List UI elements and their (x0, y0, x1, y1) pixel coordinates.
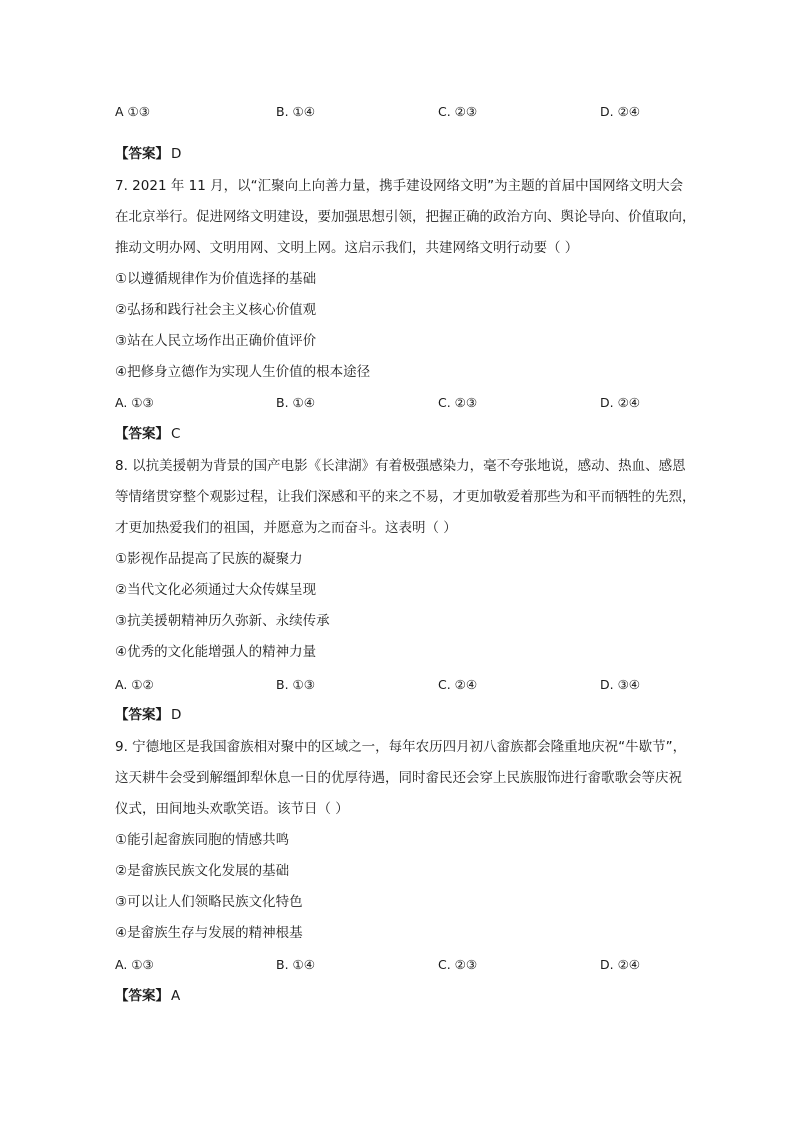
q9-option-a: A. ①③ (115, 957, 154, 972)
q9-option-d: D. ②④ (600, 957, 640, 972)
q9-answer-label: 【答案】 (115, 988, 169, 1004)
q7-item-2: ②弘扬和践行社会主义核心价值观 (115, 302, 317, 318)
q8-option-c: C. ②④ (438, 677, 478, 692)
q7-item-1: ①以遵循规律作为价值选择的基础 (115, 271, 317, 287)
q7-answer-label: 【答案】 (115, 426, 169, 442)
q9-stem-line-3: 仪式，田间地头欢歌笑语。该节日（ ） (115, 801, 349, 817)
q7-item-3: ③站在人民立场作出正确价值评价 (115, 333, 317, 349)
q7-option-b: B. ①④ (276, 395, 315, 410)
q9-option-c: C. ②③ (438, 957, 478, 972)
q8-stem-line-3: 才更加热爱我们的祖国，并愿意为之而奋斗。这表明（ ） (115, 520, 457, 536)
q6-answer (115, 144, 181, 164)
q8-answer (115, 705, 181, 725)
q9-answer-value: A (171, 988, 181, 1004)
q9-answer (115, 986, 180, 1006)
q8-item-3: ③抗美援朝精神历久弥新、永续传承 (115, 613, 330, 629)
q6-option-d: D. ②④ (600, 104, 640, 119)
q7-stem-line-1: 7. 2021 年 11 月，以“汇聚向上向善力量，携手建设网络文明”为主题的首届中国网络文明大会 (115, 178, 684, 194)
q7-option-c: C. ②③ (438, 395, 478, 410)
q7-stem-line-2: 在北京举行。促进网络文明建设，要加强思想引领，把握正确的政治方向、舆论导向、价值取向， (115, 209, 696, 225)
q9-item-1: ①能引起畲族同胞的情感共鸣 (115, 832, 290, 848)
q8-item-1: ①影视作品提高了民族的凝聚力 (115, 551, 303, 567)
q9-item-2: ②是畲族民族文化发展的基础 (115, 863, 290, 879)
q8-item-2: ②当代文化必须通过大众传媒呈现 (115, 582, 317, 598)
q8-answer-label: 【答案】 (115, 707, 169, 723)
q8-answer-value: D (171, 707, 182, 723)
q8-option-a: A. ①② (115, 677, 154, 692)
q8-option-d: D. ③④ (600, 677, 640, 692)
q8-stem-line-1: 8. 以抗美援朝为背景的国产电影《长津湖》有着极强感染力，毫不夸张地说，感动、热血、感恩 (115, 458, 686, 474)
q7-answer (115, 424, 180, 444)
q7-answer-value: C (171, 426, 181, 442)
q7-item-4: ④把修身立德作为实现人生价值的根本途径 (115, 364, 371, 380)
q6-option-b: B. ①④ (276, 104, 315, 119)
q9-item-4: ④是畲族生存与发展的精神根基 (115, 925, 303, 941)
q6-option-a: A ①③ (115, 104, 150, 119)
q6-answer-value: D (171, 146, 182, 162)
q7-stem-line-3: 推动文明办网、文明用网、文明上网。这启示我们，共建网络文明行动要（ ） (115, 240, 579, 256)
q6-answer-label: 【答案】 (115, 146, 169, 162)
q8-item-4: ④优秀的文化能增强人的精神力量 (115, 644, 317, 660)
q9-stem-line-1: 9. 宁德地区是我国畲族相对聚中的区域之一，每年农历四月初八畲族都会隆重地庆祝“牛歇节”， (115, 739, 687, 755)
q8-stem-line-2: 等情绪贯穿整个观影过程，让我们深感和平的来之不易，才更加敬爱着那些为和平而牺牲的先烈， (115, 489, 696, 505)
q7-option-d: D. ②④ (600, 395, 640, 410)
q7-option-a: A. ①③ (115, 395, 154, 410)
q9-item-3: ③可以让人们领略民族文化特色 (115, 894, 303, 910)
q6-option-c: C. ②③ (438, 104, 478, 119)
q9-option-b: B. ①④ (276, 957, 315, 972)
q8-option-b: B. ①③ (276, 677, 315, 692)
q9-stem-line-2: 这天耕牛会受到解缰卸犁休息一日的优厚待遇，同时畲民还会穿上民族服饰进行畲歌歌会等庆祝 (115, 770, 682, 786)
